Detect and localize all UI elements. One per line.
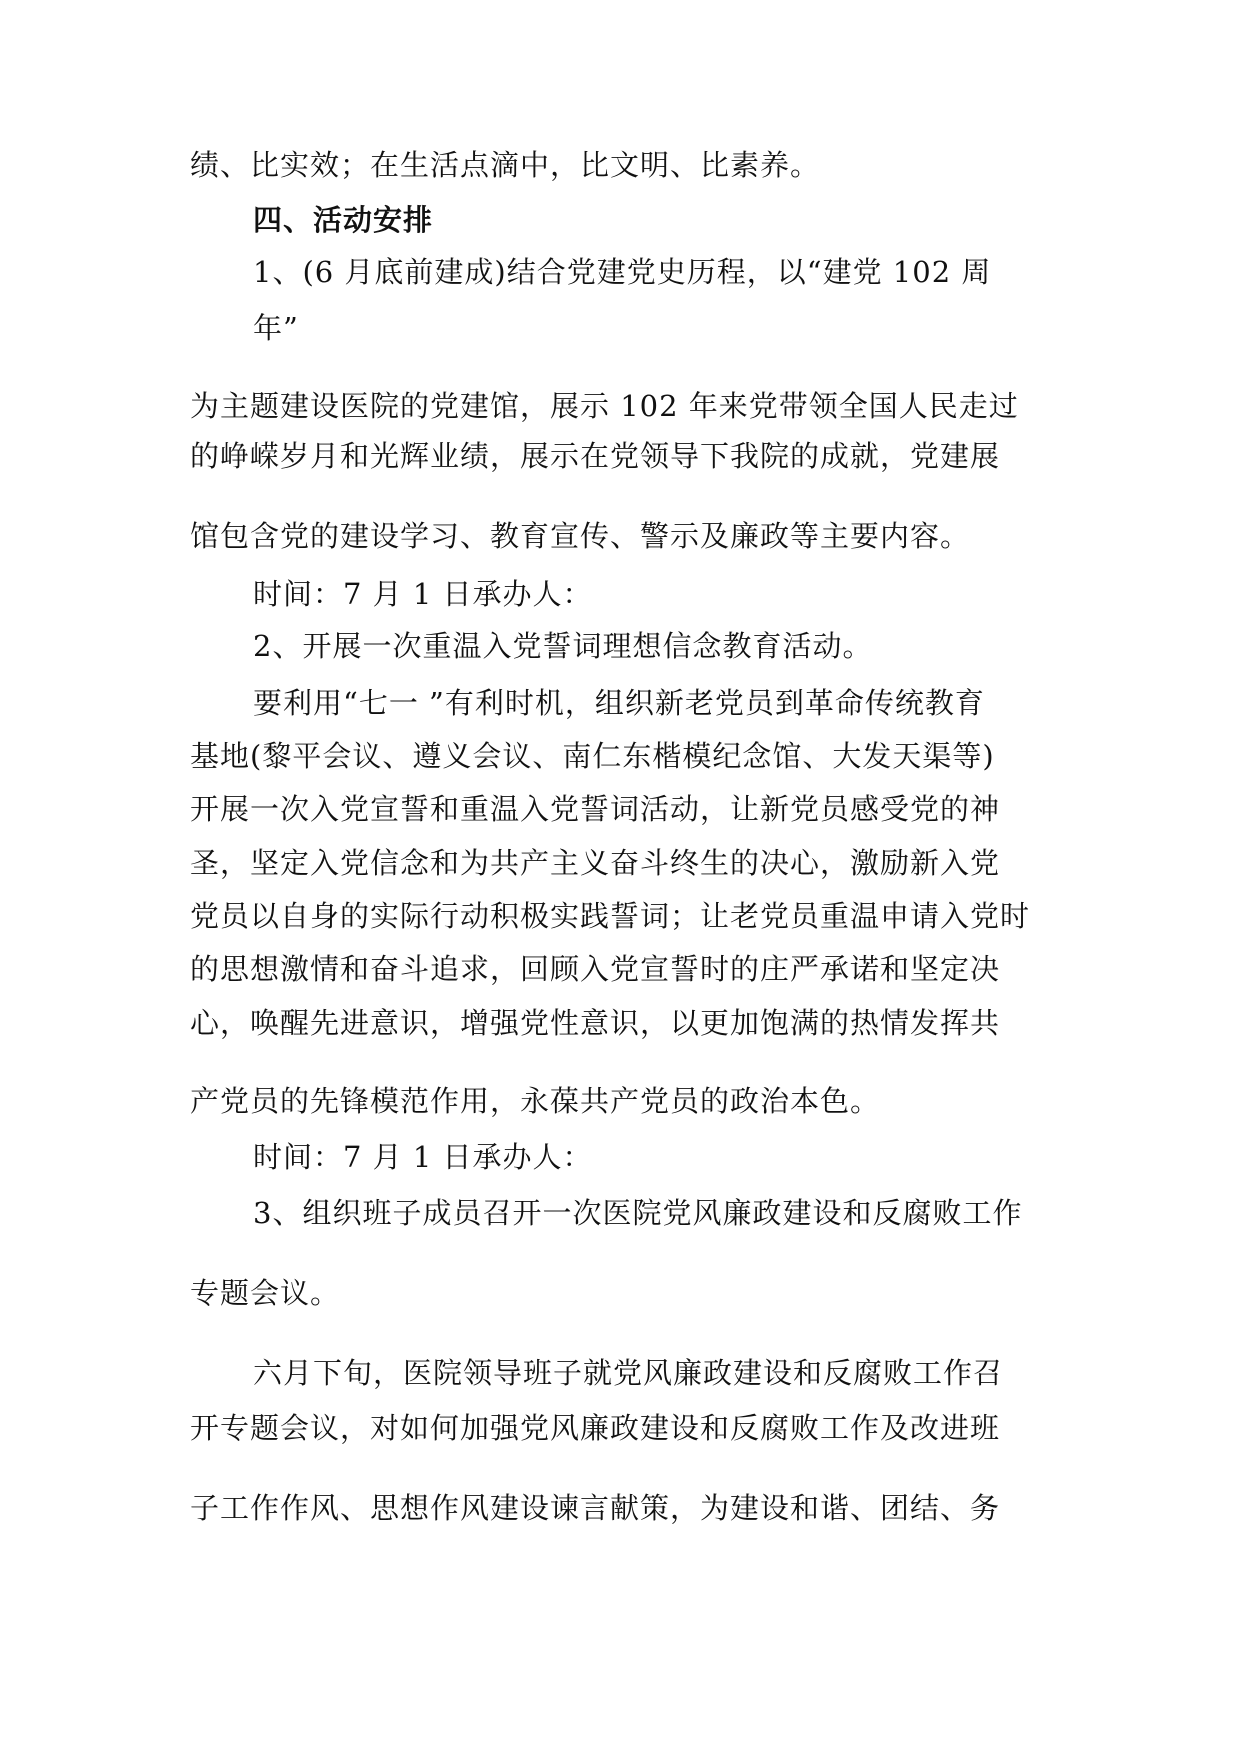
paragraph-line: 为主题建设医院的党建馆，展示 102 年来党带领全国人民走过	[190, 389, 1019, 423]
paragraph-line: 馆包含党的建设学习、教育宣传、警示及廉政等主要内容。	[190, 519, 971, 553]
paragraph-line: 要利用“七一 ”有利时机，组织新老党员到革命传统教育	[253, 686, 985, 720]
paragraph-line: 六月下旬，医院领导班子就党风廉政建设和反腐败工作召	[253, 1356, 1004, 1390]
paragraph-line: 开专题会议，对如何加强党风廉政建设和反腐败工作及改进班	[190, 1411, 1001, 1445]
paragraph-line: 3、组织班子成员召开一次医院党风廉政建设和反腐败工作	[253, 1196, 1023, 1230]
paragraph-line: 年”	[253, 311, 299, 345]
paragraph-line: 子工作作风、思想作风建设谏言献策，为建设和谐、团结、务	[190, 1491, 1001, 1525]
paragraph-line: 心，唤醒先进意识，增强党性意识，以更加饱满的热情发挥共	[190, 1006, 1001, 1040]
paragraph-line: 开展一次入党宣誓和重温入党誓词活动，让新党员感受党的神	[190, 792, 1001, 826]
paragraph-line: 1、(6 月底前建成)结合党建党史历程，以“建党 102 周	[253, 255, 992, 289]
paragraph-line: 党员以自身的实际行动积极实践誓词；让老党员重温申请入党时	[190, 899, 1031, 933]
paragraph-line: 基地(黎平会议、遵义会议、南仁东楷模纪念馆、大发天渠等)	[190, 739, 995, 773]
paragraph-line: 绩、比实效；在生活点滴中，比文明、比素养。	[190, 148, 821, 182]
paragraph-line: 产党员的先锋模范作用，永葆共产党员的政治本色。	[190, 1084, 881, 1118]
section-heading: 四、活动安排	[253, 203, 434, 237]
paragraph-line: 时间：7 月 1 日承办人：	[253, 1140, 593, 1174]
paragraph-line: 的思想激情和奋斗追求，回顾入党宣誓时的庄严承诺和坚定决	[190, 952, 1001, 986]
paragraph-line: 圣，坚定入党信念和为共产主义奋斗终生的决心，激励新入党	[190, 846, 1001, 880]
paragraph-line: 2、开展一次重温入党誓词理想信念教育活动。	[253, 629, 873, 663]
paragraph-line: 的峥嵘岁月和光辉业绩，展示在党领导下我院的成就，党建展	[190, 439, 1001, 473]
paragraph-line: 时间：7 月 1 日承办人：	[253, 577, 593, 611]
paragraph-line: 专题会议。	[190, 1276, 341, 1310]
